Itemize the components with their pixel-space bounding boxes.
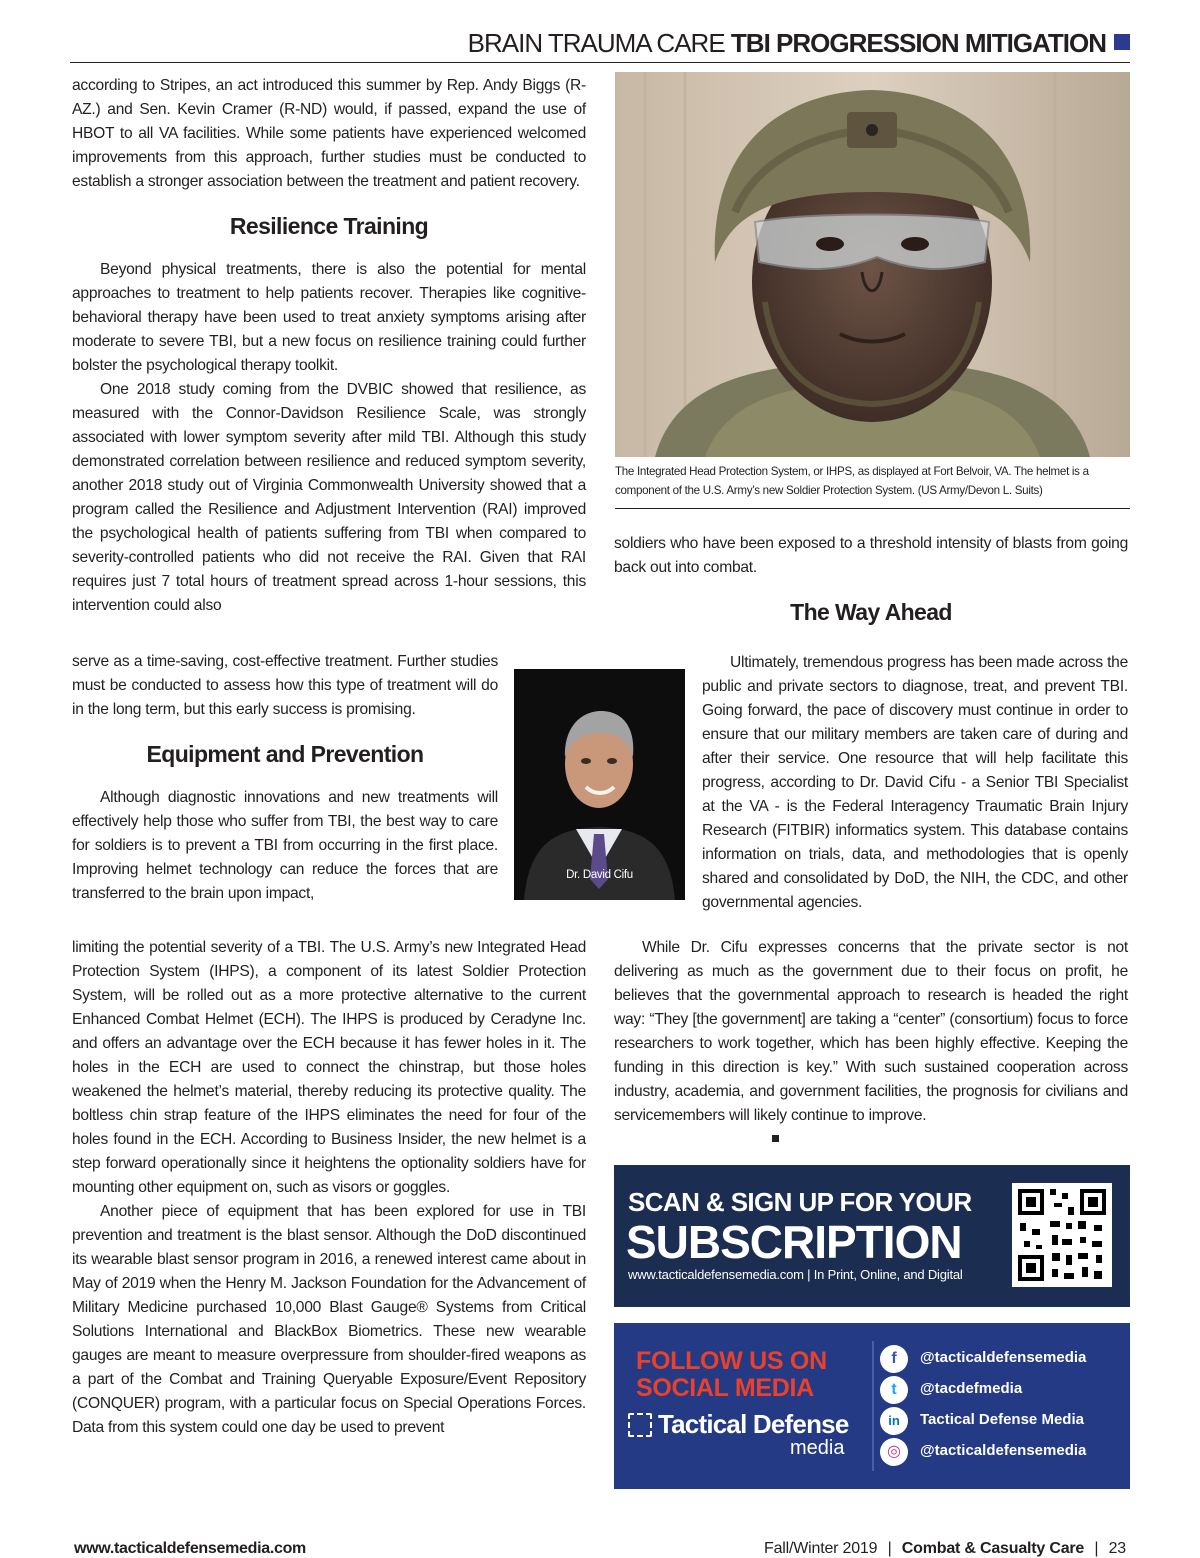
right-column-lower — [614, 936, 1128, 1128]
heading-equipment-prevention: Equipment and Prevention — [146, 741, 424, 767]
caption-rule — [615, 508, 1130, 509]
qr-code[interactable] — [1012, 1183, 1112, 1287]
brand-sub: media — [790, 1437, 845, 1459]
paragraph-way-ahead-1: Ultimately, tremendous progress has been made across the public and private sectors to diagnose, treat, and prevent TBI. Going forward, the pace of discovery must continue in order to ensure that our military members are taken care of during and after their service. One resource that will help facilitate this progress, according to Dr. David Cifu - a Senior TBI Specialist at the VA - is the Federal Interagency Traumatic Brain Injury Research (FITBIR) informatics system. This database contains information on trials, data, and methodologies that is openly shared and consolidated by DoD, the NIH, the CDC, and other governmental agencies. — [702, 654, 1128, 911]
portrait-dr-cifu — [514, 669, 685, 900]
header-section: BRAIN TRAUMA CARE — [467, 28, 725, 58]
instagram-icon: ◎ — [880, 1438, 908, 1466]
footer-url[interactable]: www.tacticaldefensemedia.com — [74, 1540, 306, 1557]
brand-name: Tactical Defense — [658, 1409, 849, 1439]
twitter-icon: t — [880, 1376, 908, 1404]
social-link-linkedin[interactable] — [880, 1407, 1120, 1435]
social-line1: FOLLOW US ON — [636, 1347, 827, 1375]
social-handle: Tactical Defense Media — [920, 1411, 1084, 1428]
social-line2: SOCIAL MEDIA — [636, 1374, 814, 1402]
paragraph-intro: according to Stripes, an act introduced this summer by Rep. Andy Biggs (R-AZ.) and Sen. Kevin Cramer (R-ND) would, if passed, expand the use of HBOT to all VA facilities. While some patients have experienced welcomed improvements from this approach, further studies must be conducted to establish a stronger association between the treatment and patient recovery. — [72, 77, 586, 190]
subscribe-url[interactable]: www.tacticaldefensemedia.com | In Print, Online, and Digital — [628, 1267, 963, 1282]
social-link-instagram[interactable] — [880, 1438, 1120, 1466]
subscribe-line2: SUBSCRIPTION — [626, 1216, 962, 1268]
helmet-photo-illustration — [615, 72, 1130, 457]
paragraph-equipment-1-cont: limiting the potential severity of a TBI. The U.S. Army’s new Integrated Head Protection System (IHPS), a component of its latest Soldier Protection System, will be rolled out as a more protective alternative to the current Enhanced Combat Helmet (ECH). The IHPS is produced by Ceradyne Inc. and offers an advantage over the ECH because it has fewer holes in it. The holes in the ECH are used to connect the chinstrap, but those holes weakened the helmet’s material, thereby reducing its protective quality. The boltless chin strap feature of the IHPS eliminates the need for four of the holes found in the ECH. According to Business Insider, the new helmet is a step forward operationally since it heightens the optionality soldiers have for mounting other equipment on, such as visors or goggles. — [72, 939, 586, 1196]
subscription-ad[interactable] — [614, 1165, 1130, 1307]
paragraph-resilience-1: Beyond physical treatments, there is also the potential for mental approaches to treatment to help patients recover. Therapies like cognitive-behavioral therapy have been used to treat anxiety symptoms arising after moderate to severe TBI, but a new focus on resilience training could further bolster the psychological therapy toolkit. — [72, 261, 586, 374]
footer-issue: Fall/Winter 2019 — [764, 1540, 878, 1557]
portrait-illustration — [514, 669, 685, 900]
right-column-beside-portrait — [702, 651, 1128, 915]
portrait-caption: Dr. David Cifu — [566, 869, 633, 881]
right-column-upper — [614, 532, 1128, 644]
paragraph-blast-cont: soldiers who have been exposed to a threshold intensity of blasts from going back out into combat. — [614, 535, 1128, 576]
footer-separator: | — [887, 1540, 892, 1557]
social-handle: @tacticaldefensemedia — [920, 1349, 1087, 1366]
facebook-icon: f — [880, 1345, 908, 1373]
footer-publication: Combat & Casualty Care — [901, 1540, 1085, 1557]
social-link-twitter[interactable] — [880, 1376, 1120, 1404]
footer-folio — [764, 1540, 1126, 1558]
header-rule — [70, 62, 1130, 63]
running-header — [468, 28, 1130, 59]
paragraph-resilience-2-cont: serve as a time-saving, cost-effective treatment. Further studies must be conducted to assess how this type of treatment will do in the long term, but this early success is promising. — [72, 653, 498, 718]
social-divider — [872, 1341, 874, 1471]
end-mark — [772, 1135, 779, 1142]
social-media-ad[interactable] — [614, 1323, 1130, 1489]
heading-resilience-training: Resilience Training — [229, 213, 429, 239]
left-column-lower — [72, 936, 586, 1440]
paragraph-equipment-2: Another piece of equipment that has been explored for use in TBI prevention and treatment is the blast sensor. Although the DoD discontinued its wearable blast sensor program in 2016, a renewed interest came about in May of 2019 when the Henry M. Jackson Foundation for the Advancement of Military Medicine purchased 10,000 Blast Gauge® Systems from Critical Solutions International and BlackBox Biometrics. These new wearable gauges are meant to measure overpressure from shoulder-fired weapons as a part of the Combat and Training Queryable Exposure/Event Repository (CONQUER) program, with a particular focus on Special Operations Forces. Data from this system could one day be used to prevent — [72, 1203, 586, 1436]
tactical-defense-logo-icon — [628, 1413, 652, 1437]
paragraph-way-ahead-2: While Dr. Cifu expresses concerns that the private sector is not delivering as much as the government due to their focus on profit, he believes that the governmental approach to research is headed the right way: “They [the government] are taking a “center” (consortium) focus to force researchers to work together, which has been highly effective. Keeping the funding in this direction is key.” With such sustained cooperation across industry, academia, and government facilities, the prognosis for civilians and servicemembers will likely continue to improve. — [614, 939, 1128, 1124]
social-link-facebook[interactable] — [880, 1345, 1120, 1373]
social-handle: @tacdefmedia — [920, 1380, 1023, 1397]
subscribe-line1: SCAN & SIGN UP FOR YOUR — [628, 1187, 972, 1217]
helmet-photo — [615, 72, 1130, 457]
header-title: TBI PROGRESSION MITIGATION — [730, 28, 1106, 58]
social-handle: @tacticaldefensemedia — [920, 1442, 1087, 1459]
header-square-icon — [1114, 34, 1130, 50]
footer-separator: | — [1094, 1540, 1099, 1557]
paragraph-resilience-2: One 2018 study coming from the DVBIC showed that resilience, as measured with the Connor-Davidson Resilience Scale, was strongly associated with lower symptom severity after mild TBI. Although this study demonstrated correlation between resilience and reduced symptom severity, another 2018 study out of Virginia Commonwealth University showed that a program called the Resilience and Adjustment Intervention (RAI) improved the psychological health of patients suffering from TBI when compared to severity-controlled patients who did not receive the RAI. Given that RAI requires just 7 total hours of treatment spread across 1-hour sessions, this intervention could also — [72, 381, 586, 614]
paragraph-equipment-1: Although diagnostic innovations and new treatments will effectively help those who suffer from TBI, the best way to care for soldiers is to prevent a TBI from occurring in the first place. Improving helmet technology can reduce the forces that are transferred to the brain upon impact, — [72, 789, 498, 902]
left-column-beside-portrait — [72, 650, 498, 906]
helmet-photo-caption: The Integrated Head Protection System, or IHPS, as displayed at Fort Belvoir, VA. The helmet is a component of the U.S. Army’s new Soldier Protection System. (US Army/Devon L. Suits) — [615, 465, 1089, 497]
page-number: 23 — [1108, 1540, 1126, 1557]
left-column-upper — [72, 74, 586, 618]
heading-way-ahead: The Way Ahead — [790, 599, 952, 625]
linkedin-icon: in — [880, 1407, 908, 1435]
qr-code-icon — [1012, 1183, 1112, 1287]
